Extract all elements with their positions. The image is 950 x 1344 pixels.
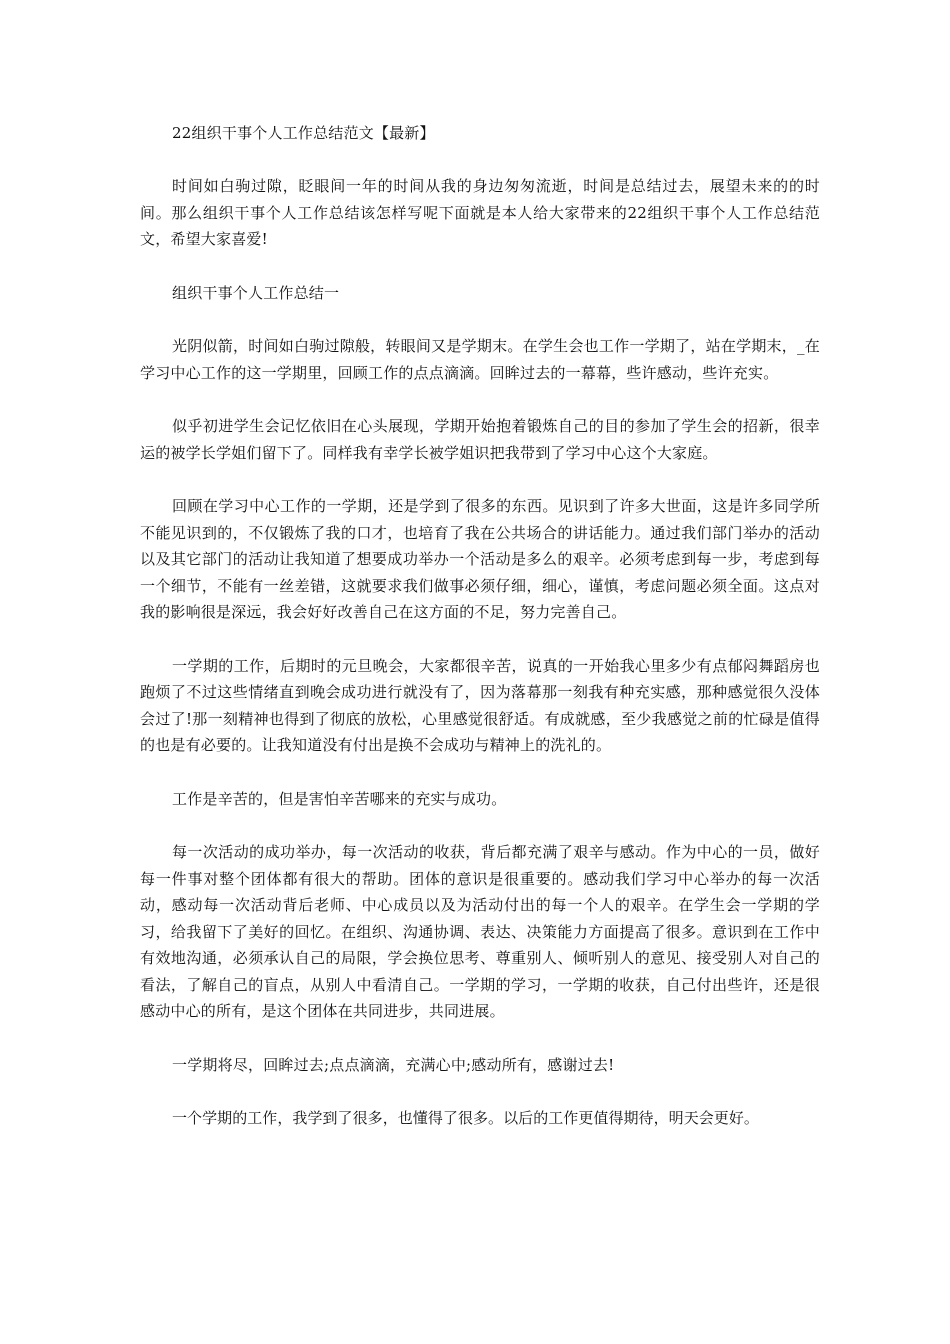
paragraph: 每一次活动的成功举办，每一次活动的收获，背后都充满了艰辛与感动。作为中心的一员，做好每一件事对整个团体都有很大的帮助。团体的意识是很重要的。感动我们学习中心举办的每一次活动，感动每一次活动背后老师、中心成员以及为活动付出的每一个人的艰辛。在学生会一学期的学习，给我留下了美好的回忆。在组织、沟通协调、表达、决策能力方面提高了很多。意识到在工作中有效地沟通，必须承认自己的局限，学会换位思考、尊重别人、倾听别人的意见、接受别人对自己的看法，了解自己的盲点，从别人中看清自己。一学期的学习，一学期的收获，自己付出些许，还是很感动中心的所有，是这个团体在共同进步，共同进展。	[140, 843, 820, 1020]
section-heading: 组织干事个人工作总结一	[172, 283, 340, 302]
paragraph: 光阴似箭，时间如白驹过隙般，转眼间又是学期末。在学生会也工作一学期了，站在学期末，_在学习中心工作的这一学期里，回顾工作的点点滴滴。回眸过去的一幕幕，些许感动，些许充实。	[140, 337, 820, 382]
document-page	[140, 120, 820, 1132]
paragraph: 一学期将尽，回眸过去;点点滴滴，充满心中;感动所有，感谢过去!	[172, 1055, 615, 1074]
paragraph-closing: 一个学期的工作，我学到了很多，也懂得了很多。以后的工作更值得期待，明天会更好。	[172, 1109, 759, 1127]
paragraph-intro: 时间如白驹过隙，眨眼间一年的时间从我的身边匆匆流逝，时间是总结过去，展望未来的的时间。那么组织干事个人工作总结该怎样写呢下面就是本人给大家带来的22组织干事个人工作总结范文，希望大家喜爱!	[140, 177, 820, 248]
paragraph: 一学期的工作，后期时的元旦晚会，大家都很辛苦，说真的一开始我心里多少有点郁闷舞蹈房也跑烦了不过这些情绪直到晚会成功进行就没有了，因为落幕那一刻我有种充实感，那种感觉很久没体会过了!那一刻精神也得到了彻底的放松，心里感觉很舒适。有成就感，至少我感觉之前的忙碌是值得的也是有必要的。让我知道没有付出是换不会成功与精神上的洗礼的。	[140, 656, 820, 754]
document-title: 22组织干事个人工作总结范文【最新】	[172, 124, 435, 142]
paragraph: 回顾在学习中心工作的一学期，还是学到了很多的东西。见识到了许多大世面，这是许多同学所不能见识到的，不仅锻炼了我的口才，也培育了我在公共场合的讲话能力。通过我们部门举办的活动以及其它部门的活动让我知道了想要成功举办一个活动是多么的艰辛。必须考虑到每一步，考虑到每一个细节，不能有一丝差错，这就要求我们做事必须仔细，细心，谨慎，考虑问题必须全面。这点对我的影响很是深远，我会好好改善自己在这方面的不足，努力完善自己。	[140, 497, 820, 621]
paragraph: 工作是辛苦的，但是害怕辛苦哪来的充实与成功。	[172, 789, 507, 808]
paragraph: 似乎初进学生会记忆依旧在心头展现，学期开始抱着锻炼自己的目的参加了学生会的招新，很幸运的被学长学姐们留下了。同样我有幸学长被学姐识把我带到了学习中心这个大家庭。	[140, 417, 820, 462]
